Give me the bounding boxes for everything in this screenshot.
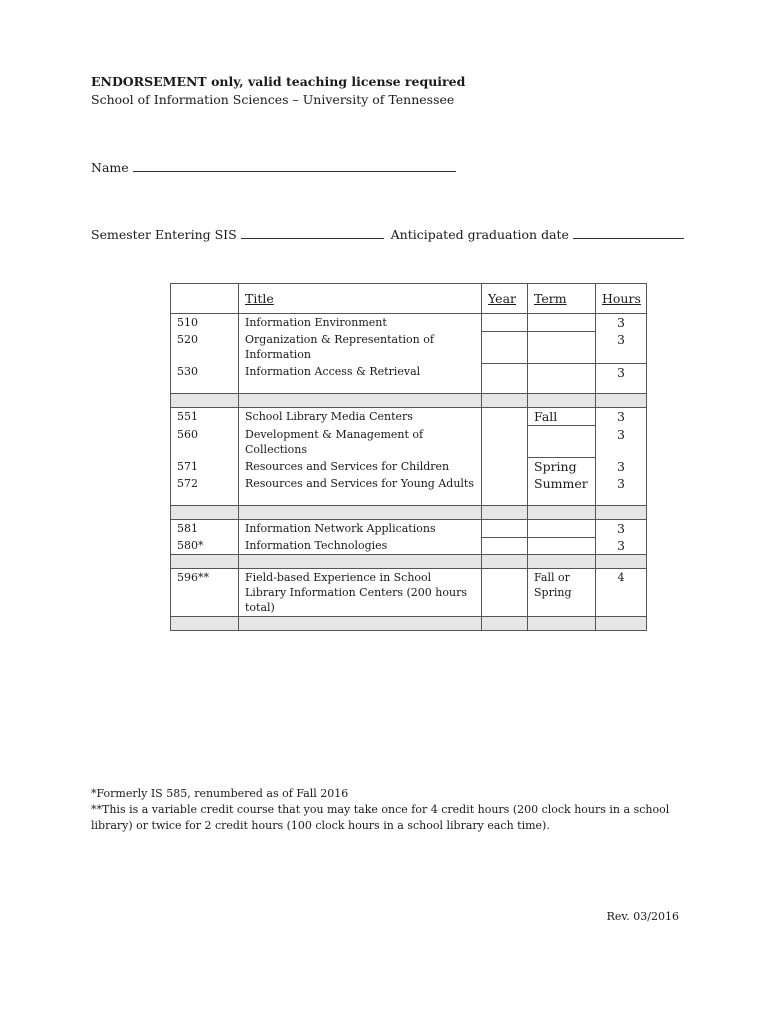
- graduation-label: Anticipated graduation date: [390, 227, 569, 242]
- graduation-blank[interactable]: [573, 226, 684, 239]
- table-row: [171, 569, 647, 617]
- hours-cell: 3: [596, 426, 647, 458]
- course-title: School Library Media Centers: [239, 408, 482, 426]
- course-title: Information Network Applications: [239, 520, 482, 538]
- year-cell[interactable]: [482, 458, 528, 476]
- course-title: Information Environment: [239, 314, 482, 332]
- course-title: Resources and Services for Children: [239, 458, 482, 476]
- year-cell[interactable]: [482, 426, 528, 458]
- name-label: Name: [91, 160, 129, 175]
- header-term: Term: [528, 284, 596, 314]
- form-subtitle: School of Information Sciences – University of Tennessee: [91, 92, 455, 107]
- course-table: [170, 283, 647, 631]
- course-title: Information Technologies: [239, 537, 482, 555]
- hours-cell: 3: [596, 537, 647, 555]
- table-row: [171, 331, 647, 363]
- separator-row: [171, 617, 647, 631]
- table-row: [171, 520, 647, 538]
- term-cell[interactable]: [528, 331, 596, 363]
- term-cell[interactable]: [528, 537, 596, 555]
- table-row: [171, 408, 647, 426]
- table-row: [171, 426, 647, 458]
- header-title: Title: [239, 284, 482, 314]
- hours-cell: 3: [596, 458, 647, 476]
- separator-row: [171, 555, 647, 569]
- table-header-row: [171, 284, 647, 314]
- header-number: [171, 284, 239, 314]
- semester-field-row: [91, 226, 684, 242]
- course-title: Development & Management of Collections: [239, 426, 482, 458]
- term-cell[interactable]: Spring: [528, 458, 596, 476]
- footnote-2-line-2: library) or twice for 2 credit hours (100 clock hours in a school library each time).: [91, 819, 550, 832]
- table-row: [171, 475, 647, 506]
- separator-row: [171, 394, 647, 408]
- course-number: 596**: [171, 569, 239, 617]
- course-number: 580*: [171, 537, 239, 555]
- hours-cell: 3: [596, 475, 647, 506]
- semester-label: Semester Entering SIS: [91, 227, 237, 242]
- course-title: Resources and Services for Young Adults: [239, 475, 482, 506]
- term-cell[interactable]: [528, 520, 596, 538]
- hours-cell: 3: [596, 314, 647, 332]
- course-number: 510: [171, 314, 239, 332]
- course-number: 520: [171, 331, 239, 363]
- course-number: 551: [171, 408, 239, 426]
- name-field-row: [91, 159, 456, 175]
- year-cell[interactable]: [482, 331, 528, 363]
- year-cell[interactable]: [482, 363, 528, 394]
- course-number: 571: [171, 458, 239, 476]
- course-number: 572: [171, 475, 239, 506]
- course-number: 581: [171, 520, 239, 538]
- footnote-2-line-1: **This is a variable credit course that you may take once for 4 credit hours (200 clock hours in a school: [91, 803, 670, 816]
- term-cell[interactable]: [528, 363, 596, 394]
- hours-cell: 3: [596, 520, 647, 538]
- hours-cell: 4: [596, 569, 647, 617]
- revision-label: Rev. 03/2016: [606, 910, 679, 923]
- term-cell[interactable]: [528, 426, 596, 458]
- course-title: Information Access & Retrieval: [239, 363, 482, 394]
- course-number: 560: [171, 426, 239, 458]
- table-row: [171, 458, 647, 476]
- hours-cell: 3: [596, 408, 647, 426]
- hours-cell: 3: [596, 363, 647, 394]
- footnote-1: *Formerly IS 585, renumbered as of Fall 2016: [91, 787, 349, 800]
- term-cell[interactable]: [528, 314, 596, 332]
- term-cell[interactable]: Fall or Spring: [528, 569, 596, 617]
- header-hours: Hours: [596, 284, 647, 314]
- year-cell[interactable]: [482, 569, 528, 617]
- hours-cell: 3: [596, 331, 647, 363]
- name-blank[interactable]: [133, 159, 456, 172]
- table-row: [171, 363, 647, 394]
- course-title: Organization & Representation of Information: [239, 331, 482, 363]
- header-year: Year: [482, 284, 528, 314]
- term-cell[interactable]: Fall: [528, 408, 596, 426]
- course-title: Field-based Experience in School Library Information Centers (200 hours total): [239, 569, 482, 617]
- form-title: ENDORSEMENT only, valid teaching license required: [91, 74, 466, 89]
- table-row: [171, 314, 647, 332]
- term-cell[interactable]: Summer: [528, 475, 596, 506]
- table-row: [171, 537, 647, 555]
- year-cell[interactable]: [482, 537, 528, 555]
- separator-row: [171, 506, 647, 520]
- year-cell[interactable]: [482, 314, 528, 332]
- year-cell[interactable]: [482, 520, 528, 538]
- semester-blank[interactable]: [241, 226, 384, 239]
- year-cell[interactable]: [482, 475, 528, 506]
- year-cell[interactable]: [482, 408, 528, 426]
- course-number: 530: [171, 363, 239, 394]
